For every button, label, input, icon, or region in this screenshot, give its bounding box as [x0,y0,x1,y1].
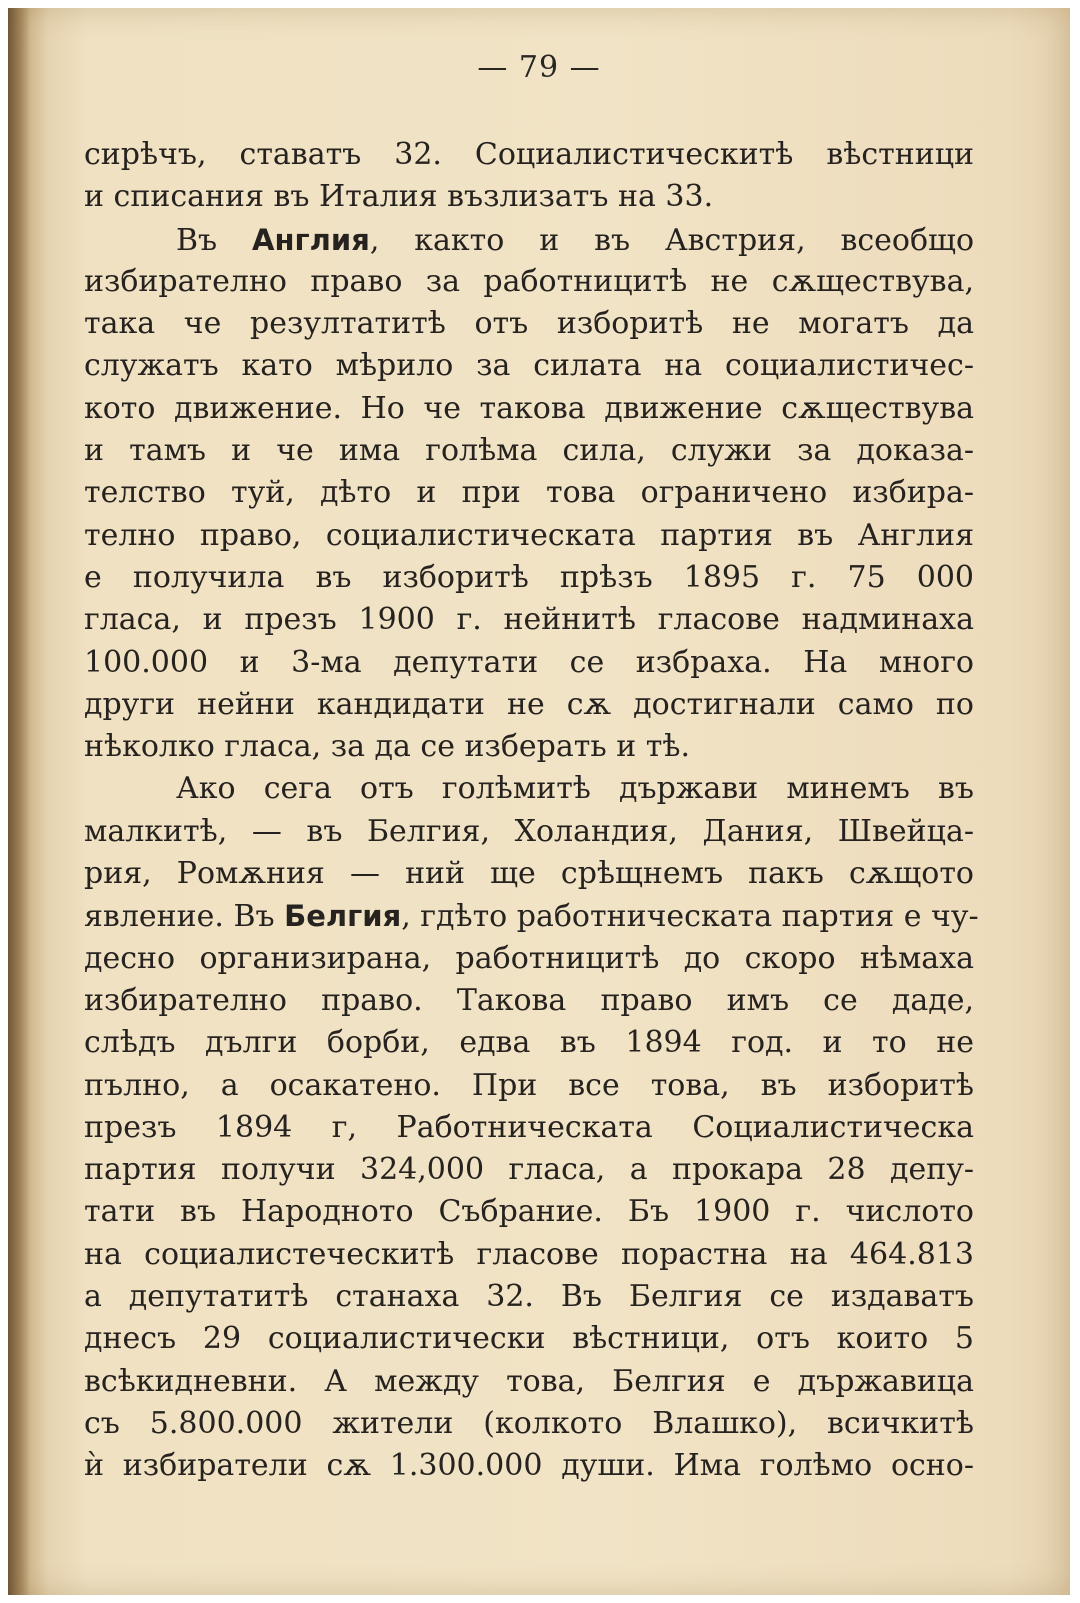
text-line: рия, Ромѫния — ний ще срѣщнемъ пакъ сѫщото [84,856,974,892]
text-line: нѣколко гласа, за да се изберать и тѣ. [84,729,690,765]
bold-term: Белгия [284,899,402,934]
text-line: всѣкидневни. А между това, Белгия е държавица [84,1363,974,1399]
text-line: други нейни кандидати не сѫ достигнали само по [84,686,974,722]
book-page [8,8,1070,1595]
text-line: така че резултатитѣ отъ изборитѣ не могатъ да [84,306,974,342]
text-line: избирателно право. Такова право имъ се даде, [84,982,974,1018]
text-line: служатъ като мѣрило за силата на социалистичес- [84,348,974,384]
text-line: гласа, и презъ 1900 г. нейнитѣ гласове надминаха [84,602,974,638]
text-line: слѣдъ дълги борби, едва въ 1894 год. и то не [84,1025,974,1061]
text-line: ѝ избиратели сѫ 1.300.000 души. Има голѣмо осно- [84,1448,974,1484]
text-line: пълно, а осакатено. При все това, въ изборитѣ [84,1067,974,1103]
body-text [84,134,979,1488]
book-spine-shadow [8,8,30,1595]
text-line: презъ 1894 г, Работническата Социалистическа [84,1109,974,1145]
text-line: явление. Въ Белгия, гдѣто работническата партия е чу- [84,899,979,935]
text-line: Ако сега отъ голѣмитѣ държави минемъ въ [176,771,974,807]
page-number: — 79 — [477,50,601,85]
text-line: 100.000 и 3-ма депутати се избраха. На много [84,644,974,680]
text-line: днесъ 29 социалистически вѣстници, отъ които 5 [84,1321,974,1357]
text-line: и тамъ и че има голѣма сила, служи за доказа- [84,433,974,469]
text-line: партия получи 324,000 гласа, а прокара 28 депу- [84,1152,974,1188]
text-line: а депутатитѣ станаха 32. Въ Белгия се издаватъ [84,1279,974,1315]
text-line: Въ Англия, както и въ Австрия, всеобщо [176,222,975,258]
bold-term: Англия [252,222,370,257]
text-line: малкитѣ, — въ Белгия, Холандия, Дания, Швейца- [84,813,974,849]
text-line: сирѣчъ, ставатъ 32. Социалистическитѣ вѣстници [84,137,974,172]
text-line: е получила въ изборитѣ прѣзъ 1895 г. 75 000 [84,559,974,595]
text-line: телно право, социалистическата партия въ Англия [84,517,974,553]
text-line: кото движение. Но че такова движение сѫществува [84,390,974,426]
text-line: телство туй, дѣто и при това ограничено избира- [84,475,974,511]
text-line: тати въ Народното Събрание. Бъ 1900 г. числото [84,1194,974,1230]
text-line: десно организирана, работницитѣ до скоро нѣмаха [84,940,974,976]
text-line: избирателно право за работницитѣ не сѫществува, [84,263,974,299]
text-line: на социалистеческитѣ гласове порастна на 464.813 [84,1236,974,1272]
text-line: съ 5.800.000 жители (колкото Влашко), всичкитѣ [84,1405,974,1441]
text-line: и списания въ Италия възлизатъ на 33. [84,179,714,215]
